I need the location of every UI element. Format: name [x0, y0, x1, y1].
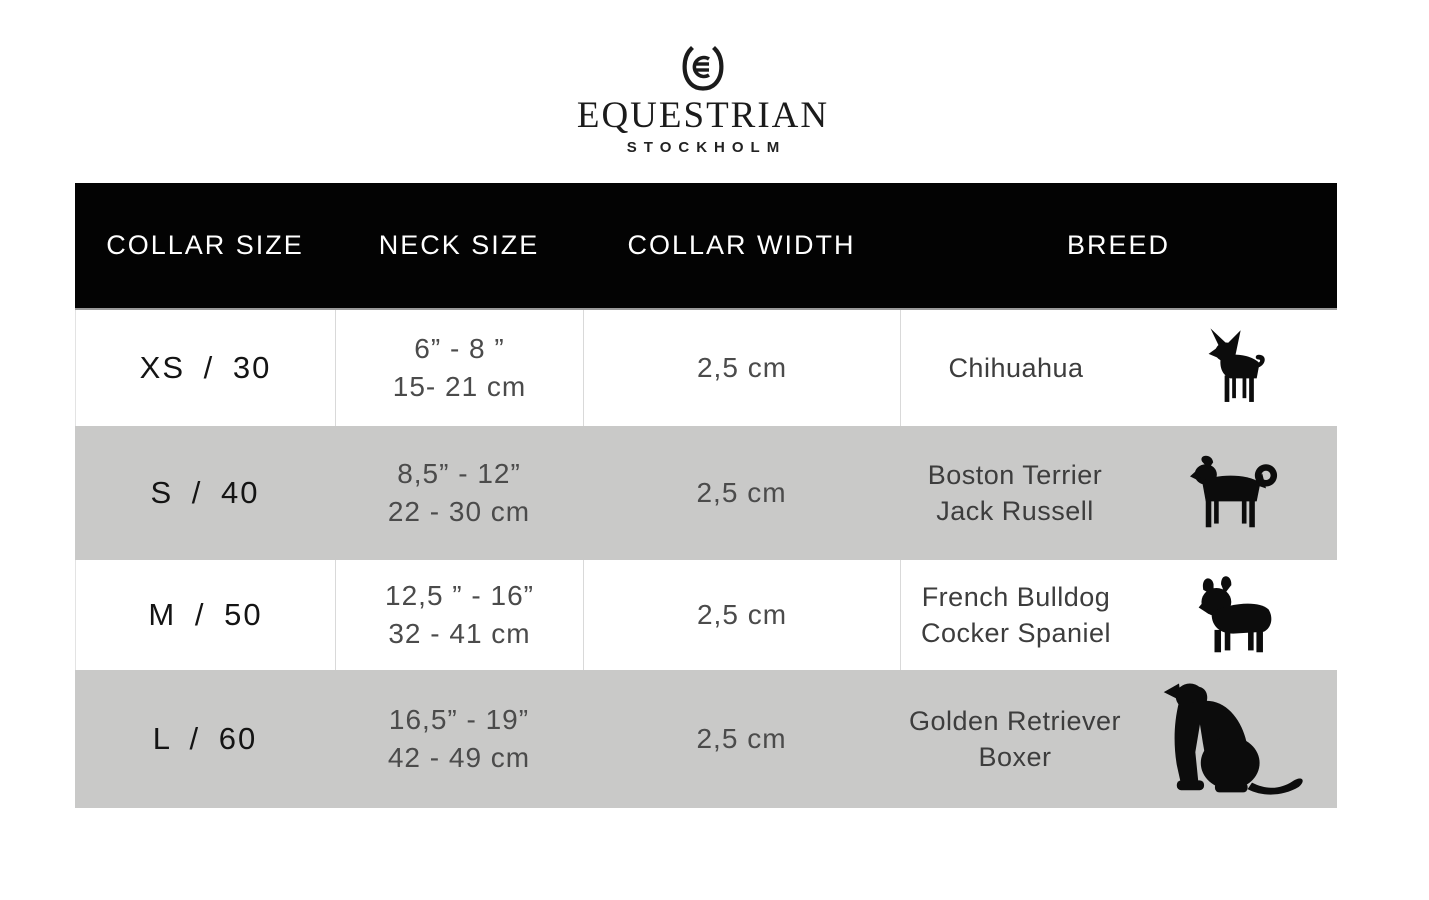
header-neck-size: NECK SIZE: [378, 230, 540, 260]
breed-name: Jack Russell: [936, 496, 1094, 526]
table-row: [75, 310, 1338, 426]
neck-size-cm: 32 - 41 cm: [388, 618, 531, 649]
neck-size-inches: 16,5” - 19”: [388, 704, 530, 735]
brand-logo: [0, 44, 1406, 159]
collar-size-value: L / 60: [152, 721, 258, 756]
collar-width-value: 2,5 cm: [696, 477, 787, 508]
french-bulldog-icon: [1194, 573, 1276, 657]
table-row: [75, 426, 1337, 560]
header-collar-width: COLLAR WIDTH: [627, 230, 856, 260]
golden-retriever-icon: [1155, 678, 1313, 800]
collar-width-value: 2,5 cm: [696, 723, 787, 754]
neck-size-cm: 42 - 49 cm: [387, 742, 531, 773]
breed-name: Chihuahua: [948, 353, 1084, 383]
collar-width-value: 2,5 cm: [584, 310, 901, 426]
breed-name: Golden Retriever: [908, 706, 1122, 736]
header-collar-size: COLLAR SIZE: [106, 230, 304, 260]
table-row: [75, 560, 1338, 670]
collar-size-table: [75, 183, 1337, 808]
neck-size-cm: 15- 21 cm: [392, 371, 527, 402]
chihuahua-icon: [1202, 328, 1268, 408]
header-breed: BREED: [1066, 230, 1171, 260]
jack-russell-icon: [1190, 453, 1278, 533]
collar-size-value: M / 50: [76, 560, 336, 670]
horseshoe-ec-monogram-icon: [680, 44, 726, 94]
neck-size-inches: 12,5 ” - 16”: [385, 580, 534, 611]
collar-width-value: 2,5 cm: [584, 560, 901, 670]
neck-size-cm: 22 - 30 cm: [387, 496, 531, 527]
breed-name: French Bulldog: [921, 582, 1111, 612]
table-header-row: [75, 183, 1337, 310]
breed-name: Boxer: [978, 742, 1052, 772]
neck-size-inches: 6” - 8 ”: [414, 333, 505, 364]
brand-subtitle: STOCKHOLM: [626, 139, 787, 156]
table-row: [75, 670, 1337, 808]
breed-name: Boston Terrier: [927, 460, 1103, 490]
collar-size-value: S / 40: [150, 475, 260, 510]
collar-size-value: XS / 30: [76, 310, 336, 426]
brand-name: EQUESTRIAN: [576, 95, 830, 136]
neck-size-inches: 8,5” - 12”: [397, 458, 521, 489]
breed-name: Cocker Spaniel: [920, 618, 1112, 648]
